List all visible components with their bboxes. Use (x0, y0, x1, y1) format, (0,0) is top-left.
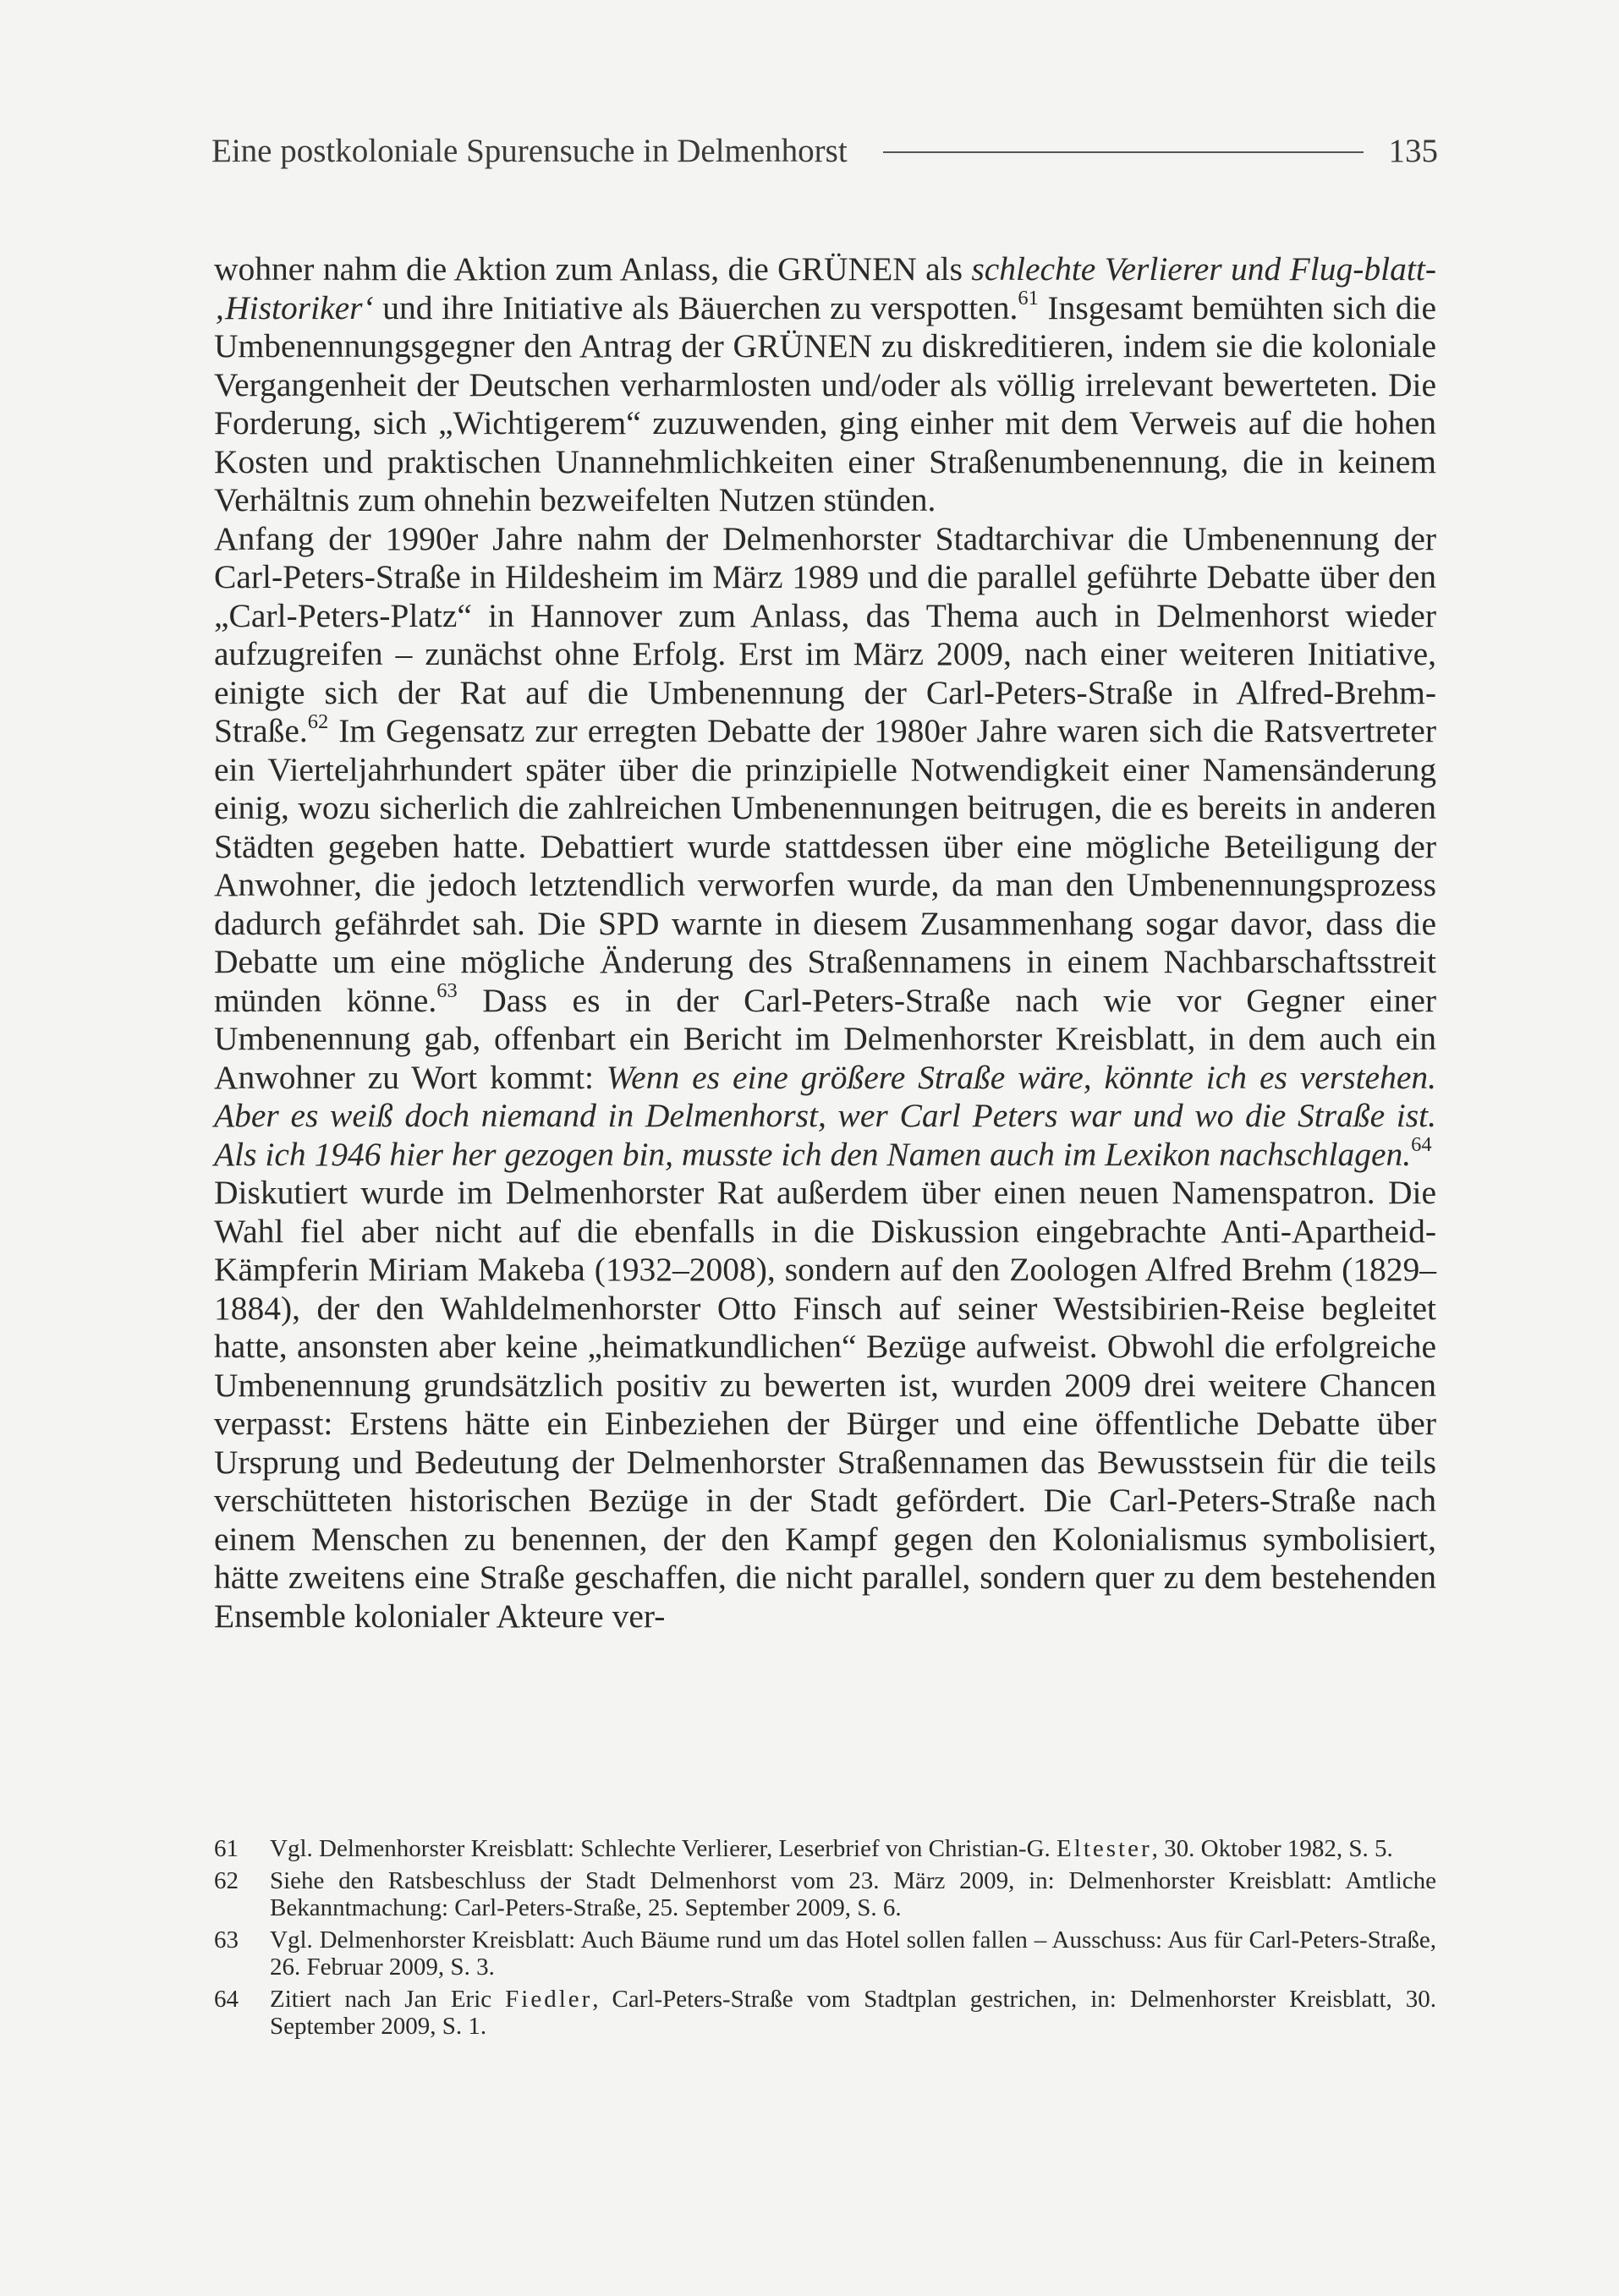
footnote-ref: 63 (436, 979, 458, 1003)
author-name: Fiedler (505, 1986, 593, 2013)
running-header (211, 127, 1438, 174)
footnote (214, 1835, 1436, 1862)
footnote-ref: 61 (1018, 287, 1039, 310)
footnote (214, 1867, 1436, 1921)
running-title: Eine postkoloniale Spurensuche in Delmenhorst (211, 132, 848, 169)
paragraph-1 (214, 250, 1436, 520)
footnote (214, 1926, 1436, 1981)
text-run: Im Gegensatz zur erregten Debatte der 1980er Jahre waren sich die Ratsvertreter ein Vierteljahrhundert später über die prinzipielle Notwendigkeit einer Namensänderung einig, wozu sicherlich die zahlreichen Umbenennungen beitrugen, die es bereits in anderen Städten gegeben hatte. Debattiert wurde stattdessen über eine mögliche Beteiligung der Anwohner, die jedoch letztendlich verworfen wurde, da man den Umbenennungsprozess dadurch gefährdet sah. Die SPD warnte in diesem Zusammenhang sogar davor, dass die Debatte um eine mögliche Änderung des Straßennamens in einem Nachbarschaftsstreit münden könne. (214, 712, 1436, 1019)
text-run: Siehe den Ratsbeschluss der Stadt Delmenhorst vom 23. März 2009, in: Delmenhorster Kreisblatt: Amtliche Bekanntmachung: Carl-Peters-Straße, 25. September 2009, S. 6. (270, 1867, 1436, 1921)
text-run: Insgesamt bemühten sich die Umbenennungsgegner den Antrag der GRÜNEN zu diskreditieren, indem sie die koloniale Vergangenheit der Deutschen verharmlosten und/oder als völlig irrelevant bewerteten. Die Forderung, sich „Wichtigerem“ zuzuwenden, ging einher mit dem Verweis auf die hohen Kosten und praktischen Unannehmlichkeiten einer Straßenumbenennung, die in keinem Verhältnis zum ohnehin bezweifelten Nutzen stünden. (214, 288, 1436, 518)
text-run: Anfang der 1990er Jahre nahm der Delmenhorster Stadtarchivar die Umbenennung der Carl-Peters-Straße in Hildesheim im März 1989 und die parallel geführte Debatte über den „Carl-Peters-Platz“ in Hannover zum Anlass, das Thema auch in Delmenhorst wieder aufzugreifen – zunächst ohne Erfolg. Erst im März 2009, nach einer weiteren Initiative, einigte sich der Rat auf die Umbenennung der Carl-Peters-Straße in Alfred-Brehm-Straße. (214, 519, 1436, 749)
footnotes (214, 1835, 1436, 2045)
text-run: Diskutiert wurde im Delmenhorster Rat außerdem über einen neuen Namenspatron. Die Wahl fiel aber nicht auf die ebenfalls in die Diskussion eingebrachte Anti-Apartheid-Kämpferin Miriam Makeba (1932–2008), sondern auf den Zoologen Alfred Brehm (1829–1884), der den Wahldelmenhorster Otto Finsch auf seiner Westsibirien-Reise begleitet hatte, ansonsten aber keine „heimatkundlichen“ Bezüge aufweist. Obwohl die erfolgreiche Umbenennung grundsätzlich positiv zu bewerten ist, wurden 2009 drei weitere Chancen verpasst: Erstens hätte ein Einbeziehen der Bürger und eine öffentliche Debatte über Ursprung und Bedeutung der Delmenhorster Straßennamen das Bewusstsein für die teils verschütteten historischen Bezüge in der Stadt gefördert. Die Carl-Peters-Straße nach einem Menschen zu benennen, der den Kampf gegen den Kolonialismus symbolisiert, hätte zweitens eine Straße geschaffen, die nicht parallel, sondern quer zu dem bestehenden Ensemble kolonialer Akteure ver- (214, 1174, 1436, 1635)
header-rule (883, 151, 1364, 153)
text-run: Vgl. Delmenhorster Kreisblatt: Auch Bäume rund um das Hotel sollen fallen – Ausschuss: Aus für Carl-Peters-Straße, 26. Februar 2009, S. 3. (270, 1926, 1436, 1981)
text-run: wohner nahm die Aktion zum Anlass, die GRÜNEN als (214, 250, 972, 288)
footnote-text (270, 1835, 1436, 1862)
text-run: Zitiert nach Jan Eric (270, 1986, 506, 2013)
footnote-number: 64 (214, 1986, 239, 2013)
text-run: , 30. Oktober 1982, S. 5. (1151, 1835, 1393, 1862)
paragraph-2 (214, 520, 1436, 1175)
author-name: Eltester (1056, 1835, 1152, 1862)
footnote-ref: 64 (1411, 1133, 1432, 1157)
footnote-text (270, 1926, 1436, 1981)
footnote-text (270, 1986, 1436, 2040)
italic-quote: schlechte Verlierer und Flug-blatt-‚Historiker‘ (214, 250, 1436, 326)
footnote-ref: 62 (307, 710, 329, 733)
text-run: Dass es in der Carl-Peters-Straße nach wie vor Gegner einer Umbenennung gab, offenbart ein Bericht im Delmenhorster Kreisblatt, in dem auch ein Anwohner zu Wort kommt: (214, 981, 1436, 1096)
page-number: 135 (1388, 132, 1438, 169)
paragraph-3 (214, 1174, 1436, 1636)
text-run: , Carl-Peters-Straße vom Stadtplan gestrichen, in: Delmenhorster Kreisblatt, 30. September 2009, S. 1. (270, 1986, 1436, 2040)
italic-quote: Wenn es eine größere Straße wäre, könnte ich es verstehen. Aber es weiß doch niemand in Delmenhorst, wer Carl Peters war und wo die Straße ist. Als ich 1946 hier her gezogen bin, musste ich den Namen auch im Lexikon nachschlagen. (214, 1058, 1436, 1173)
text-run: und ihre Initiative als Bäuerchen zu verspotten. (373, 288, 1018, 326)
footnote-number: 62 (214, 1867, 239, 1894)
footnote-number: 61 (214, 1835, 239, 1862)
footnote (214, 1986, 1436, 2040)
text-run: Vgl. Delmenhorster Kreisblatt: Schlechte Verlierer, Leserbrief von Christian-G. (270, 1835, 1057, 1862)
footnote-text (270, 1867, 1436, 1921)
footnote-number: 63 (214, 1926, 239, 1954)
main-text (214, 250, 1436, 1636)
